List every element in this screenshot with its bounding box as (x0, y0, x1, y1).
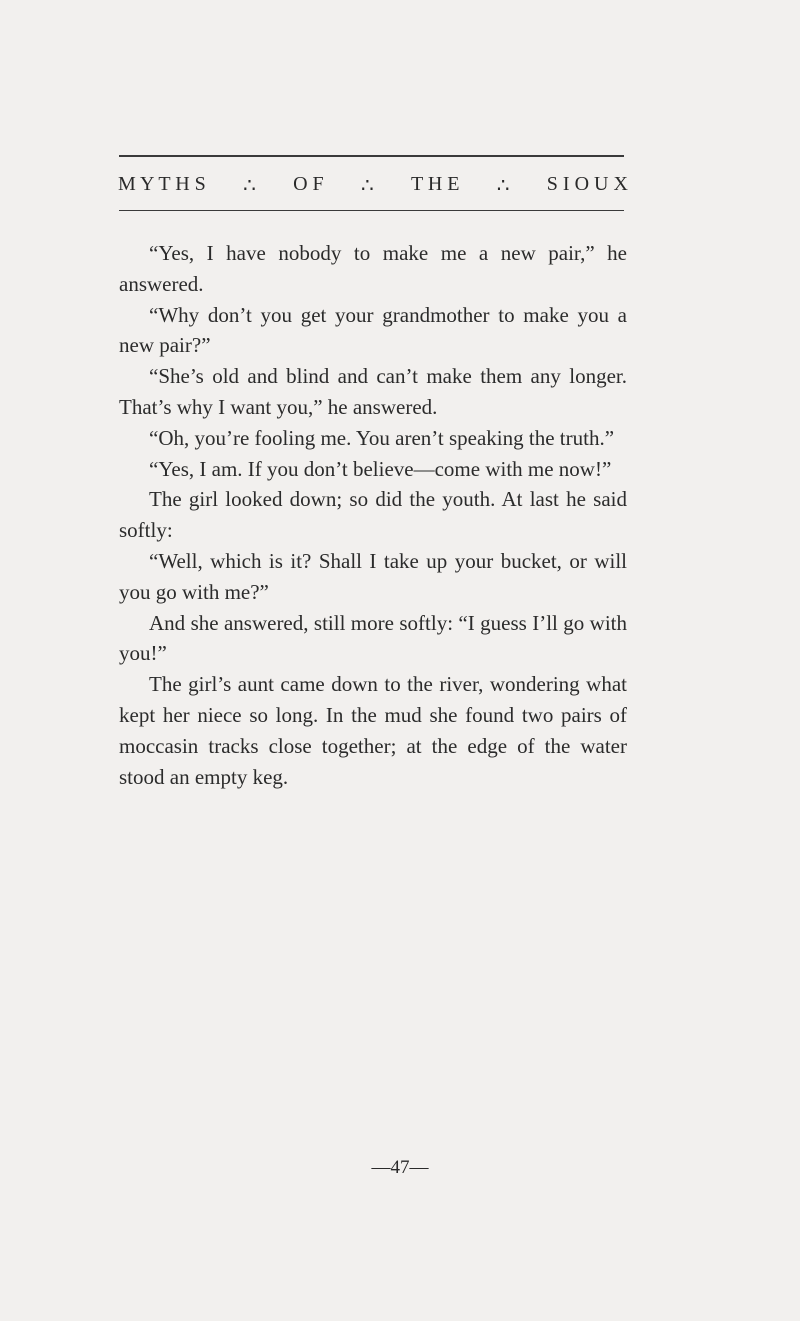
header-rule-bottom (119, 210, 624, 211)
paragraph: And she answered, still more softly: “I guess I’ll go with you!” (119, 610, 627, 666)
paragraph: The girl’s aunt came down to the river, wondering what kept her niece so long. In the mud she found two pairs of moccasin tracks close together; at the edge of the water stood an empty keg. (119, 672, 627, 789)
body-text (119, 238, 627, 792)
running-head-word: O F (293, 173, 324, 195)
paragraph: “Yes, I have nobody to make me a new pair,” he answered. (119, 241, 627, 296)
running-head-separator: ∴ (496, 175, 510, 197)
paragraph: “Well, which is it? Shall I take up your bucket, or will you go with me?” (119, 548, 627, 604)
paragraph: “She’s old and blind and can’t make them any longer. That’s why I want you,” he answered. (119, 364, 627, 419)
paragraph: “Oh, you’re fooling me. You aren’t speaking the truth.” (149, 425, 615, 450)
running-head-separator: ∴ (360, 175, 374, 197)
page-number: —47— (371, 1157, 429, 1178)
running-head-word: T H E (410, 173, 460, 195)
running-head (118, 173, 628, 198)
paragraph: “Yes, I am. If you don’t believe—come with me now!” (149, 456, 612, 481)
header-rule-top (119, 155, 624, 157)
running-head-word: S I O U X (546, 173, 628, 195)
paragraph: “Why don’t you get your grandmother to make you a new pair?” (119, 302, 627, 358)
paragraph: The girl looked down; so did the youth. At last he said softly: (119, 487, 627, 543)
running-head-word: M Y T H S (118, 173, 206, 195)
running-head-separator: ∴ (243, 175, 256, 197)
